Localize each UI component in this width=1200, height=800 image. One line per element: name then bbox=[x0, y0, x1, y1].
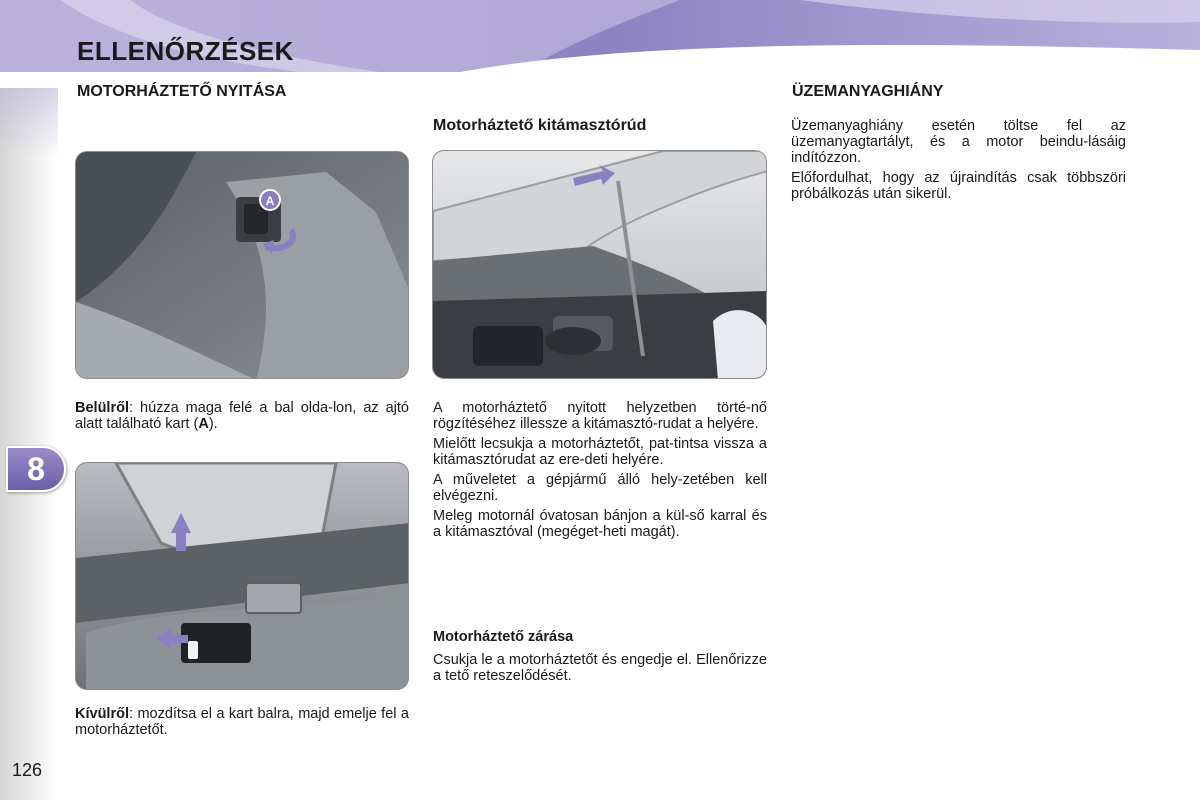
hood-closing-text: Csukja le a motorháztetőt és engedje el. Ellenőrizze a tető reteszelődését. bbox=[433, 652, 767, 684]
chapter-tab[interactable] bbox=[6, 446, 66, 492]
outside-instruction bbox=[75, 706, 409, 738]
section-heading-fuel-shortage: ÜZEMANYAGHIÁNY bbox=[792, 83, 944, 100]
section-heading-hood-opening: MOTORHÁZTETŐ NYITÁSA bbox=[77, 83, 287, 100]
prop-rod-paragraph-2: Mielőtt lecsukja a motorháztetőt, pat-tintsa vissza a kitámasztórudat az ere-deti helyére. bbox=[433, 436, 767, 468]
chapter-number: 8 bbox=[27, 450, 45, 487]
fuel-paragraph-2: Előfordulhat, hogy az újraindítás csak többszöri próbálkozás után sikerül. bbox=[791, 170, 1126, 202]
section-heading-prop-rod: Motorháztető kitámasztórúd bbox=[433, 117, 647, 134]
prop-rod-paragraph-1: A motorháztető nyitott helyzetben törté-nő rögzítéséhez illessze a kitámasztó-rudat a helyére. bbox=[433, 400, 767, 432]
section-heading-hood-closing: Motorháztető zárása bbox=[433, 629, 574, 645]
inside-ref: A bbox=[198, 416, 209, 432]
inside-text: : húzza maga felé a bal olda-lon, az ajtó alatt található kart ( bbox=[75, 400, 409, 432]
sidebar-decoration bbox=[0, 88, 58, 158]
inside-lead: Belülről bbox=[75, 400, 129, 416]
prop-rod-text-block bbox=[433, 400, 767, 540]
inside-instruction bbox=[75, 400, 409, 432]
fuel-paragraph-1: Üzemanyaghiány esetén töltse fel az üzemanyagtartályt, és a motor beindu-lásáig indítózzon. bbox=[791, 118, 1126, 166]
prop-rod-illustration bbox=[433, 151, 767, 379]
prop-rod-photo bbox=[432, 150, 767, 379]
exterior-latch-illustration bbox=[76, 463, 409, 690]
sidebar-strip bbox=[0, 88, 58, 800]
exterior-latch-photo bbox=[75, 462, 409, 690]
fuel-text-block bbox=[791, 118, 1126, 202]
outside-text: : mozdítsa el a kart balra, majd emelje fel a motorháztetőt. bbox=[75, 706, 409, 738]
outside-lead: Kívülről bbox=[75, 706, 129, 722]
interior-lever-photo bbox=[75, 151, 409, 379]
page-title: ELLENŐRZÉSEK bbox=[77, 36, 294, 66]
page-number: 126 bbox=[12, 760, 43, 780]
inside-end: ). bbox=[208, 416, 218, 432]
lever-callout-label: A bbox=[265, 194, 275, 208]
prop-rod-paragraph-4: Meleg motornál óvatosan bánjon a kül-ső karral és a kitámasztóval (megéget-heti magát). bbox=[433, 508, 767, 540]
interior-lever-illustration bbox=[76, 152, 409, 379]
prop-rod-paragraph-3: A műveletet a gépjármű álló hely-zetében kell elvégezni. bbox=[433, 472, 767, 504]
